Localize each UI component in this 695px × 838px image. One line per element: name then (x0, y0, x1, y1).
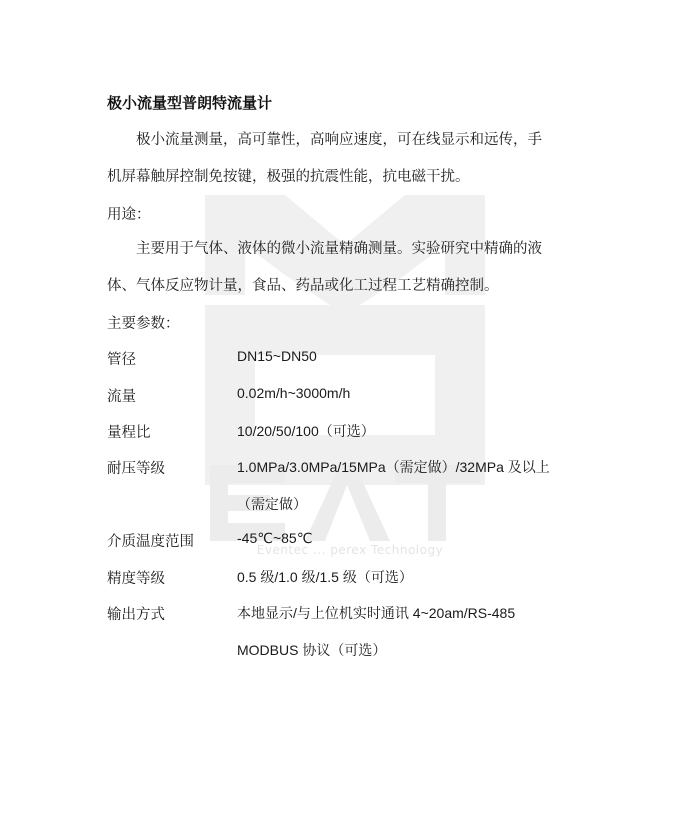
spec-value: 10/20/50/100（可选） (237, 423, 375, 439)
spec-value: DN15~DN50 (237, 348, 317, 364)
spec-value: -45℃~85℃ (237, 530, 313, 546)
spec-key: 耐压等级 (107, 461, 165, 477)
spec-key: 介质温度范围 (107, 534, 194, 550)
use-label: 用途： (107, 207, 151, 223)
spec-key: 量程比 (107, 425, 151, 441)
params-label: 主要参数： (107, 316, 180, 332)
document-title: 极小流量型普朗特流量计 (107, 94, 273, 112)
spec-value-continued: MODBUS 协议（可选） (237, 642, 387, 658)
spec-key: 流量 (107, 389, 136, 405)
use-paragraph (107, 237, 597, 311)
spec-value-continued: （需定做） (237, 496, 307, 512)
spec-key: 精度等级 (107, 571, 165, 587)
use-line: 体、气体反应物计量，食品、药品或化工过程工艺精确控制。 (107, 278, 499, 294)
intro-line: 极小流量测量，高可靠性，高响应速度，可在线显示和远传，手 (107, 132, 542, 148)
spec-value: 0.02m/h~3000m/h (237, 385, 351, 401)
use-line: 主要用于气体、液体的微小流量精确测量。实验研究中精确的液 (107, 241, 542, 257)
watermark-caption: Eventec ... perex Technology (256, 543, 444, 557)
spec-key: 管径 (107, 352, 136, 368)
spec-value: 1.0MPa/3.0MPa/15MPa（需定做）/32MPa 及以上 (237, 459, 550, 475)
spec-key: 输出方式 (107, 607, 165, 623)
spec-value: 0.5 级/1.0 级/1.5 级（可选） (237, 569, 413, 585)
intro-line: 机屏幕触屏控制免按键，极强的抗震性能，抗电磁干扰。 (107, 169, 470, 185)
intro-paragraph (107, 128, 597, 202)
spec-value: 本地显示/与上位机实时通讯 4~20am/RS-485 (237, 605, 516, 621)
